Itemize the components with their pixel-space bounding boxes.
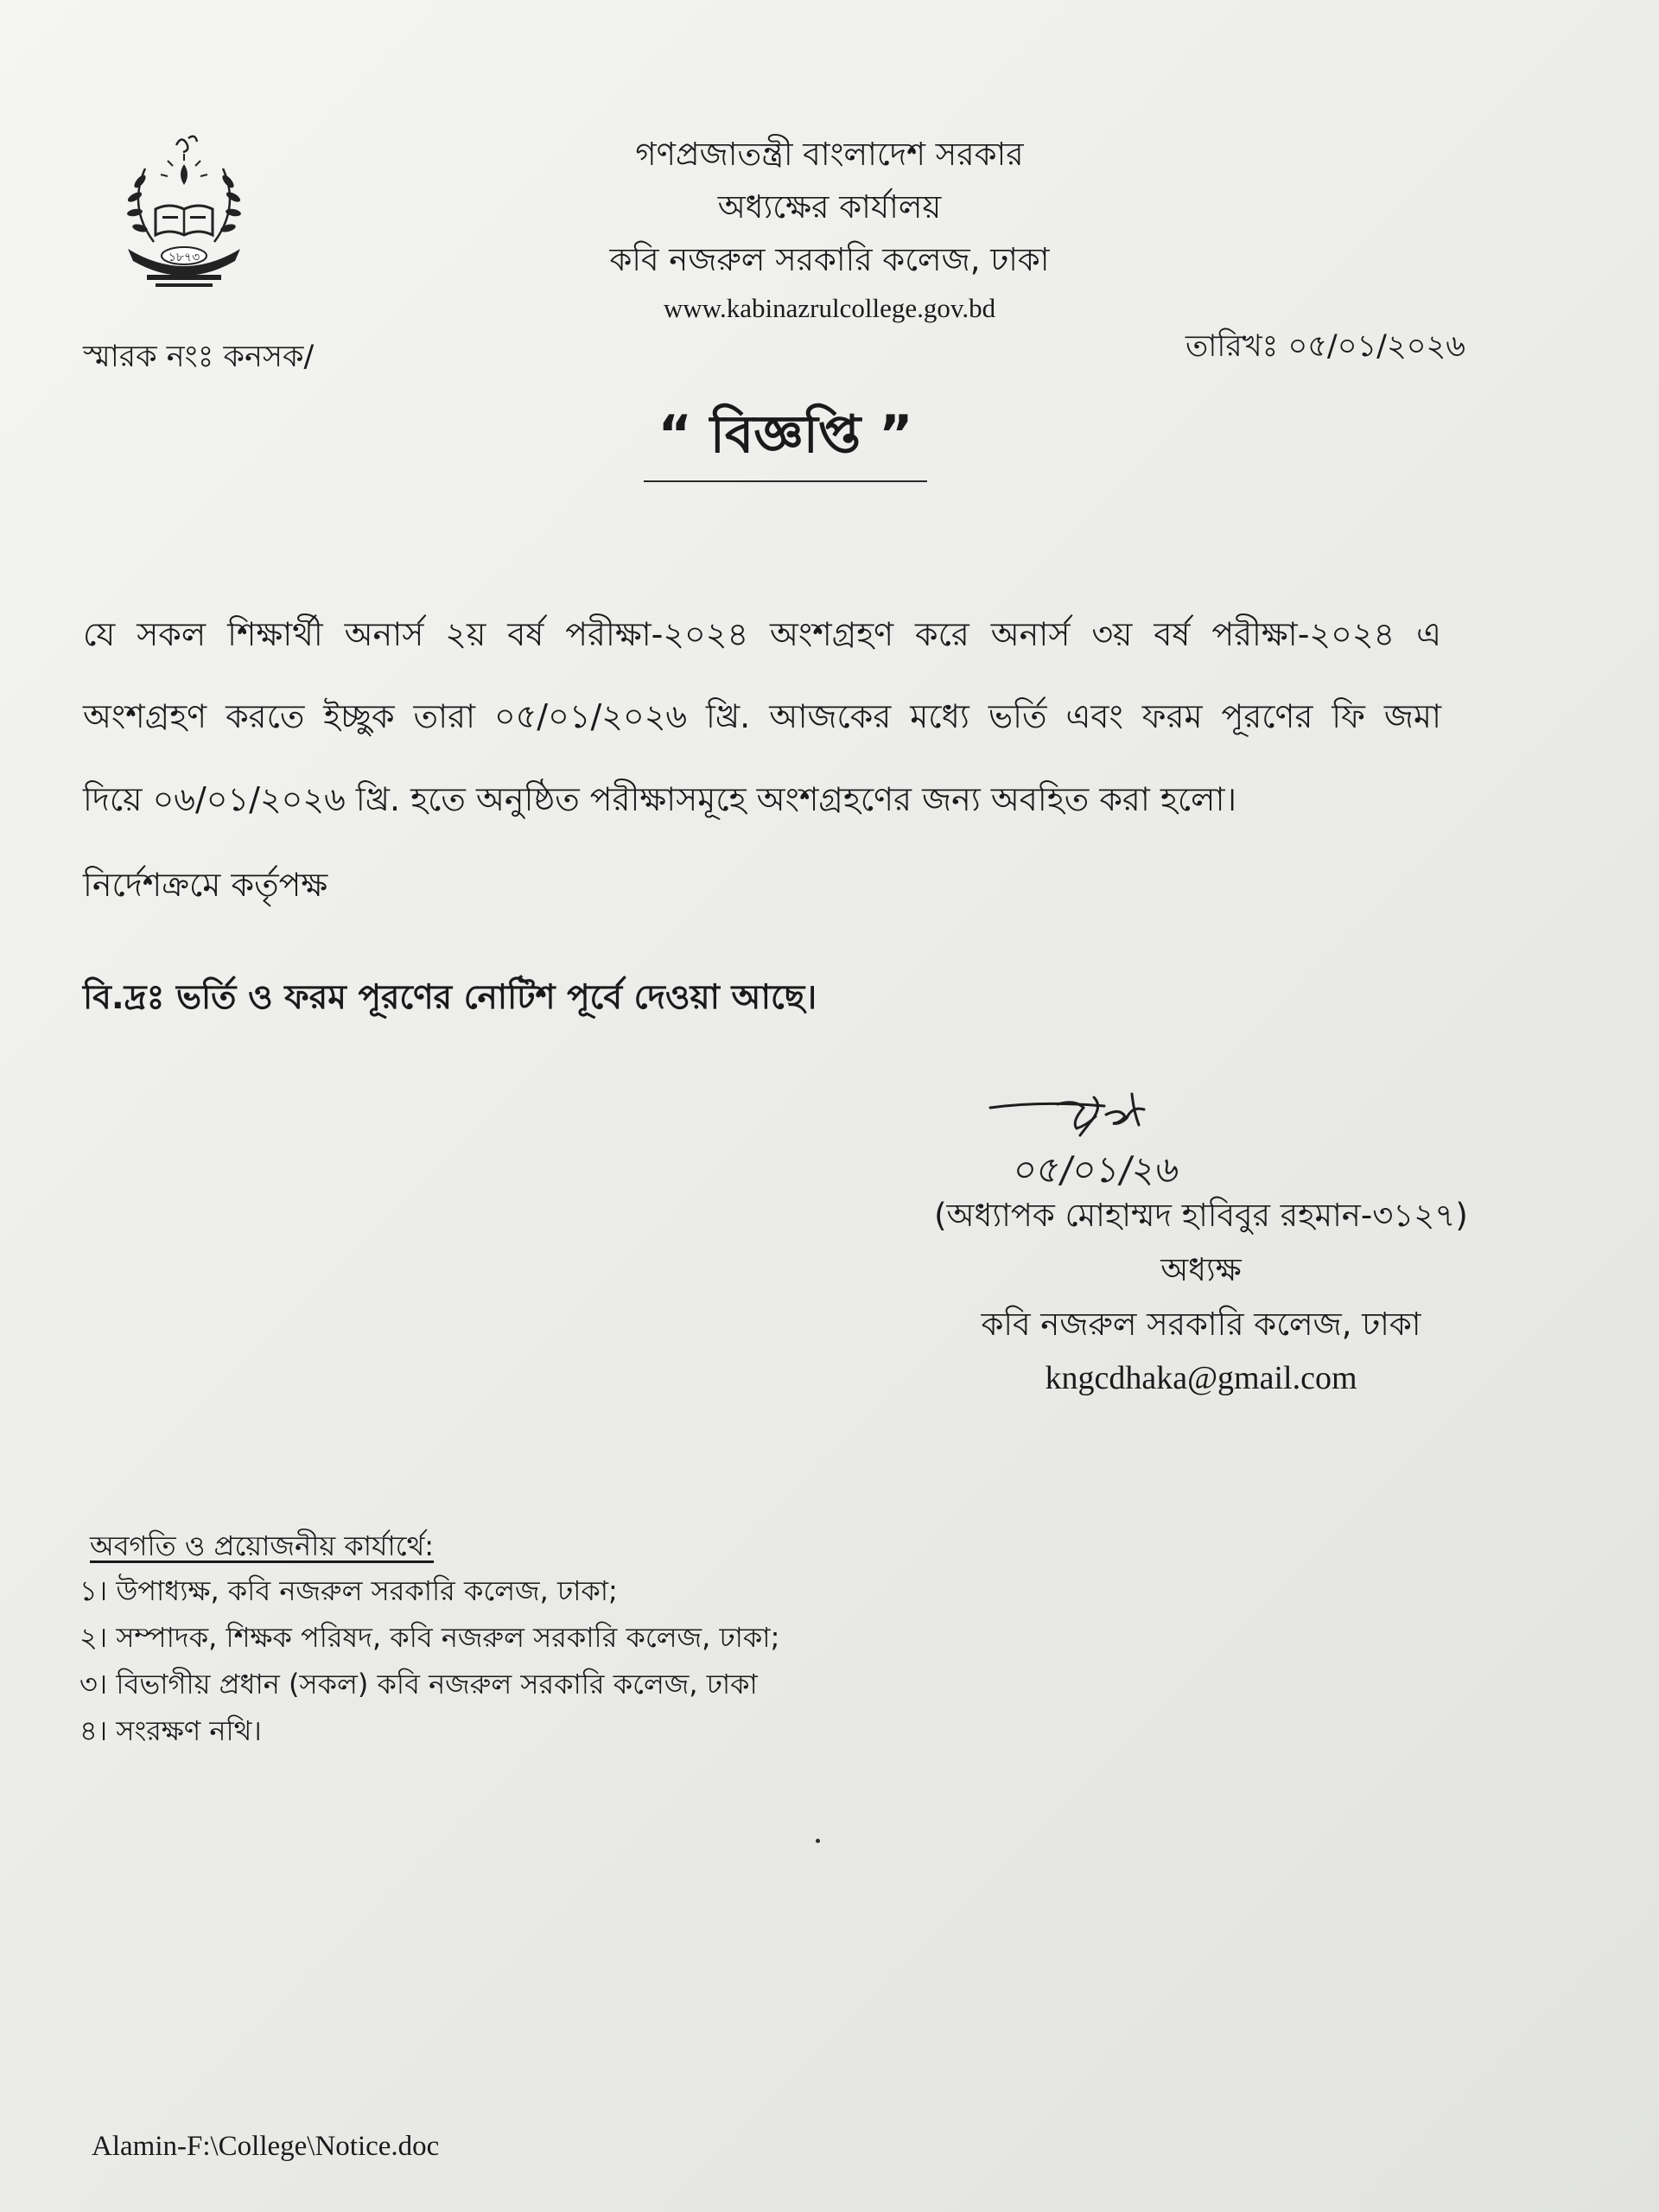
college-website: www.kabinazrulcollege.gov.bd [663, 293, 996, 323]
svg-text:১৮৭৩: ১৮৭৩ [168, 251, 200, 264]
paper-speck [816, 1839, 820, 1843]
handwritten-signature [985, 1089, 1270, 1192]
signatory-designation: অধ্যক্ষ [1160, 1251, 1242, 1288]
distribution-heading: অবগতি ও প্রয়োজনীয় কার্যার্থে: [90, 1529, 435, 1562]
office-name: অধ্যক্ষের কার্যালয় [717, 188, 942, 226]
file-path-footer: Alamin-F:\College\Notice.doc [92, 2131, 440, 2162]
nota-bene: বি.দ্রঃ ভর্তি ও ফরম পূরণের নোটিশ পূর্বে দেওয়া আছে। [83, 978, 817, 1017]
body-line-3: দিয়ে ০৬/০১/২০২৬ খ্রি. হতে অনুষ্ঠিত পরীক্ষাসমূহে অংশগ্রহণের জন্য অবহিত করা হলো। [83, 780, 1237, 818]
body-line-2: অংশগ্রহণ করতে ইচ্ছুক তারা ০৫/০১/২০২৬ খ্রি. আজকের মধ্যে ভর্তি এবং ফরম পূরণের ফি জমা [83, 697, 1441, 735]
signatory-name: (অধ্যাপক মোহাম্মদ হাবিবুর রহমান-৩১২৭) [934, 1197, 1468, 1234]
letterhead [397, 128, 1262, 331]
signature-date: ০৫/০১/২৬ [1010, 1148, 1183, 1191]
college-seal-icon [102, 130, 266, 302]
distribution-list [79, 1567, 779, 1754]
government-name: গণপ্রজাতন্ত্রী বাংলাদেশ সরকার [635, 136, 1024, 173]
authority-line: নির্দেশক্রমে কর্তৃপক্ষ [83, 866, 328, 904]
signatory-block [864, 1188, 1538, 1405]
signatory-college: কবি নজরুল সরকারি কলেজ, ঢাকা [981, 1306, 1421, 1343]
distribution-item: ১। উপাধ্যক্ষ, কবি নজরুল সরকারি কলেজ, ঢাকা; [79, 1574, 618, 1607]
notice-date: তারিখঃ ০৫/০১/২০২৬ [1185, 329, 1465, 364]
notice-title: “ বিজ্ঞপ্তি ” [658, 404, 913, 465]
signatory-email: kngcdhaka@gmail.com [1045, 1360, 1357, 1396]
distribution-item: ৪। সংরক্ষণ নথি। [79, 1714, 262, 1747]
distribution-item: ২। সম্পাদক, শিক্ষক পরিষদ, কবি নজরুল সরকারি কলেজ, ঢাকা; [79, 1621, 780, 1654]
body-line-1: যে সকল শিক্ষার্থী অনার্স ২য় বর্ষ পরীক্ষা-২০২৪ অংশগ্রহণ করে অনার্স ৩য় বর্ষ পরীক্ষা-২০২৪ এ [83, 615, 1441, 653]
title-underline [644, 480, 927, 482]
college-name: কবি নজরুল সরকারি কলেজ, ঢাকা [609, 241, 1050, 278]
memo-number: স্মারক নংঃ কনসক/ [83, 340, 315, 374]
distribution-item: ৩। বিভাগীয় প্রধান (সকল) কবি নজরুল সরকারি কলেজ, ঢাকা [79, 1668, 758, 1700]
